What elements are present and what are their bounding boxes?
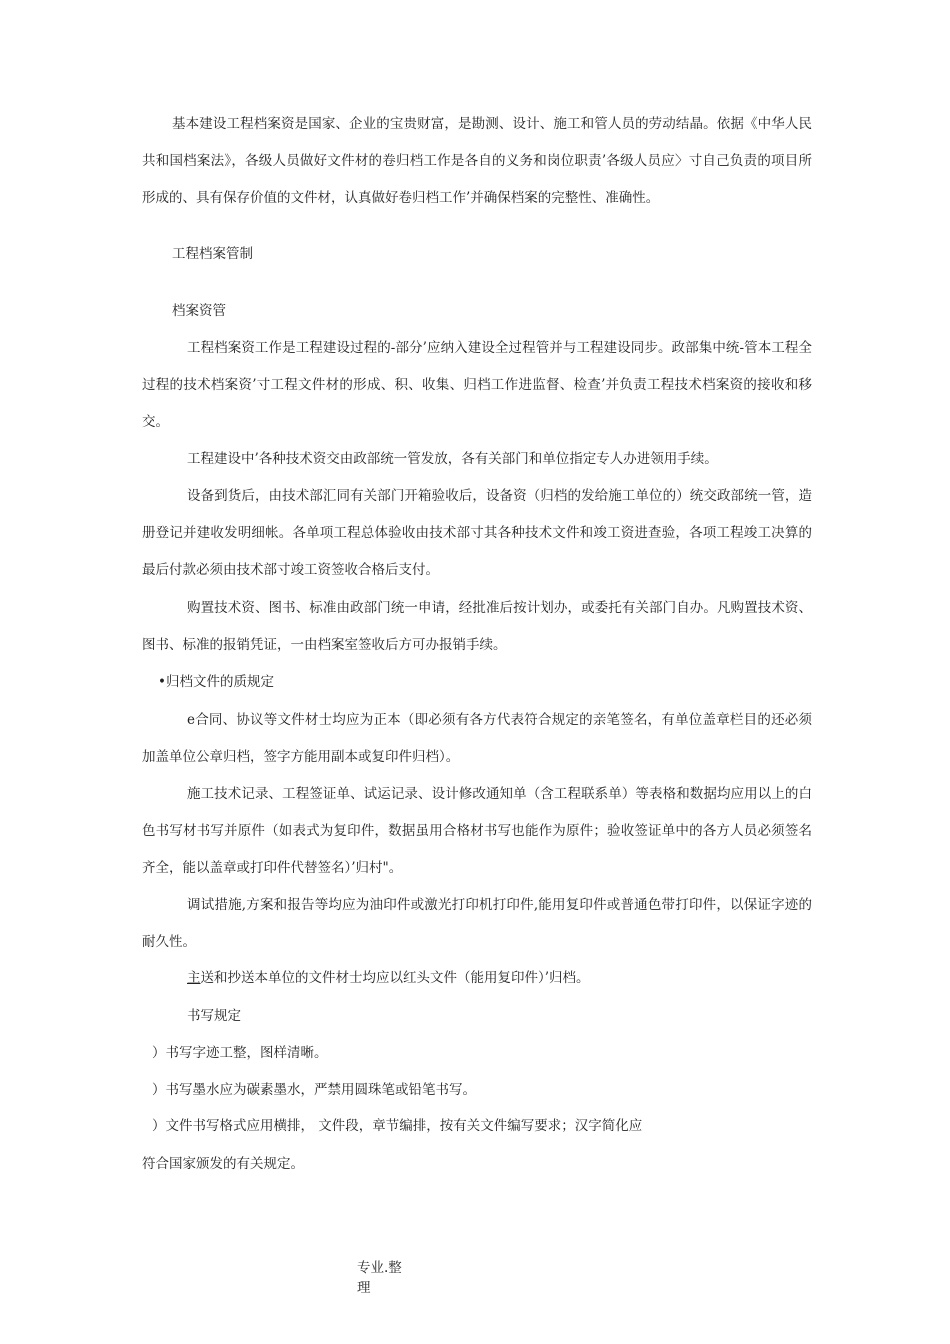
writing-rule-3: ）文件书写格式应用横排， 文件段，章节编排，按有关文件编写要求；汉字简化应	[152, 1118, 643, 1134]
quality-paragraph-1: e合同、协议等文件材士均应为正本（即必须有各方代表符合规定的亲笔签名，有单位盖章栏目的还必须加盖单位公章归档，签字方能用副本或复印件归档）。	[142, 712, 812, 765]
writing-rule-3-continued: 符合国家颁发的有关规定。	[142, 1156, 304, 1172]
quality-paragraph-2: 施工技术记录、工程签证单、试运记录、设计修改通知单（含工程联系单）等表格和数据均应用以上的白色书写材书写并原件（如表式为复印件，数据虽用合格材书写也能作为原件；验收签证单中的各方人员必须签名齐全，能以盖章或打印件代替签名）’归村"。	[142, 786, 812, 876]
underlined-char: 主	[187, 970, 201, 986]
heading-writing: 书写规定	[187, 1008, 241, 1024]
heading-management: 工程档案管制	[172, 246, 253, 262]
quality-paragraph-3: 调试措施,方案和报告等均应为油印件或激光打印机打印件,能用复印件或普通色带打印件，以保证字迹的耐久性。	[142, 897, 812, 950]
heading-archive: 档案资管	[172, 303, 226, 319]
footer-line-1: 专业.整	[357, 1260, 402, 1276]
writing-rule-2: ）书写墨水应为碳素墨水，严禁用圆珠笔或铅笔书写。	[152, 1082, 476, 1098]
quality-paragraph-4-text: 送和抄送本单位的文件材士均应以红头文件（能用复印件）’归档。	[200, 970, 590, 986]
intro-paragraph: 基本建设工程档案资是国家、企业的宝贵财富，是勘测、设计、施工和管人员的劳动结晶。依据《中华人民共和国档案法》，各级人员做好文件材的卷归档工作是各自的义务和岗位职责’各级人员应〉寸自己负责的项目所形成的、具有保存价值的文件材，认真做好卷归档工作’并确保档案的完整性、准确性。	[142, 116, 812, 206]
archive-paragraph-3: 设备到货后，由技术部汇同有关部门开箱验收后，设备资（归档的发给施工单位的）统交政部统一管，造册登记并建收发明细帐。各单项工程总体验收由技术部寸其各种技术文件和竣工资进查验，各项工程竣工决算的最后付款必须由技术部寸竣工资签收合格后支付。	[142, 488, 812, 578]
archive-paragraph-2: 工程建设中’各种技术资交由政部统一管发放，各有关部门和单位指定专人办进领用手续。	[187, 451, 718, 467]
writing-rule-1: ）书写字迹工整，图样清晰。	[152, 1045, 328, 1061]
footer-line-2: 理	[357, 1280, 371, 1296]
quality-paragraph-4	[187, 968, 590, 988]
archive-paragraph-1: 工程档案资工作是工程建设过程的-部分’应纳入建设全过程管并与工程建设同步。政部集中统-管本工程全过程的技术档案资’寸工程文件材的形成、积、收集、归档工作进监督、检查’并负责工程技术档案资的接收和移交。	[142, 340, 812, 430]
archive-paragraph-4: 购置技术资、图书、标准由政部门统一申请，经批准后按计划办，或委托有关部门自办。凡购置技术资、图书、标准的报销凭证，一由档案室签收后方可办报销手续。	[142, 600, 812, 653]
heading-quality: •归档文件的质规定	[158, 674, 274, 690]
page-footer	[357, 1258, 417, 1298]
